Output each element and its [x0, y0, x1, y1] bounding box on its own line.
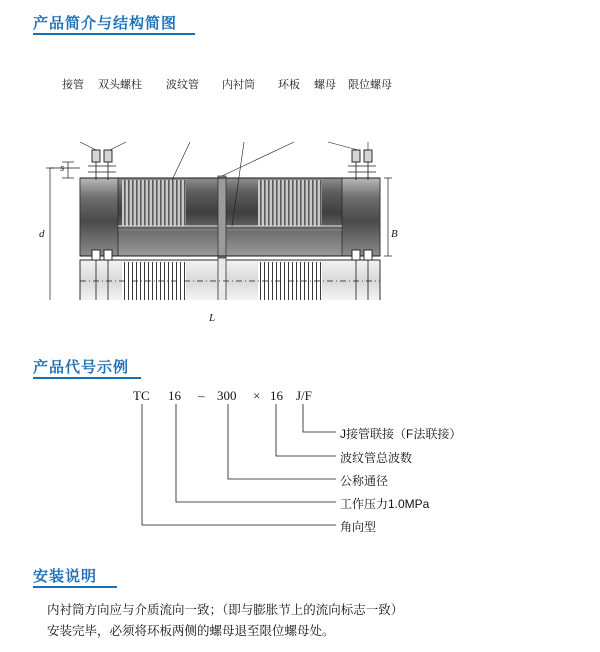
code-legend-3: 工作压力1.0MPa [340, 497, 430, 511]
product-code-example [0, 380, 600, 550]
code-legend-4: 角向型 [340, 520, 377, 534]
code-leader-lines [0, 380, 600, 550]
code-token-0: TC [133, 388, 150, 403]
structure-diagram-svg [0, 50, 600, 300]
callout-label-4: 环板 [278, 79, 300, 91]
callout-label-6: 限位螺母 [348, 79, 392, 91]
code-legend-0: J接管联接（F法联接） [340, 427, 462, 441]
callout-label-1: 双头螺柱 [98, 79, 142, 91]
section-title-install-underline [33, 586, 117, 588]
code-legend-1: 波纹管总波数 [340, 451, 413, 465]
section-title-install: 安装说明 [33, 568, 98, 585]
callout-label-2: 波纹管 [166, 79, 199, 91]
dimension-label-s: s [60, 162, 65, 174]
dimension-label-d: d [39, 228, 45, 240]
dimension-label-L: L [209, 312, 216, 324]
code-token-6: J/F [296, 388, 312, 403]
code-token-1: 16 [168, 388, 181, 403]
section-title-code: 产品代号示例 [33, 359, 130, 376]
callout-label-5: 螺母 [314, 79, 336, 91]
callout-label-3: 内衬筒 [222, 79, 255, 91]
code-token-5: 16 [270, 388, 283, 403]
code-legend-2: 公称通径 [340, 474, 389, 488]
section-title-code-underline [33, 377, 141, 379]
section-title-intro: 产品简介与结构简图 [33, 15, 178, 32]
code-token-2: – [198, 388, 205, 403]
install-notes [47, 600, 567, 642]
callout-label-0: 接管 [62, 79, 84, 91]
install-note-line-0: 内衬筒方向应与介质流向一致；（即与膨胀节上的流向标志一致） [47, 603, 404, 617]
dimension-label-B: B [391, 228, 398, 240]
code-token-3: 300 [217, 388, 237, 403]
code-token-4: × [253, 388, 261, 403]
section-title-intro-underline [33, 33, 195, 35]
structure-diagram [0, 50, 600, 324]
install-note-line-1: 安装完毕，必须将环板两侧的螺母退至限位螺母处。 [47, 624, 335, 638]
